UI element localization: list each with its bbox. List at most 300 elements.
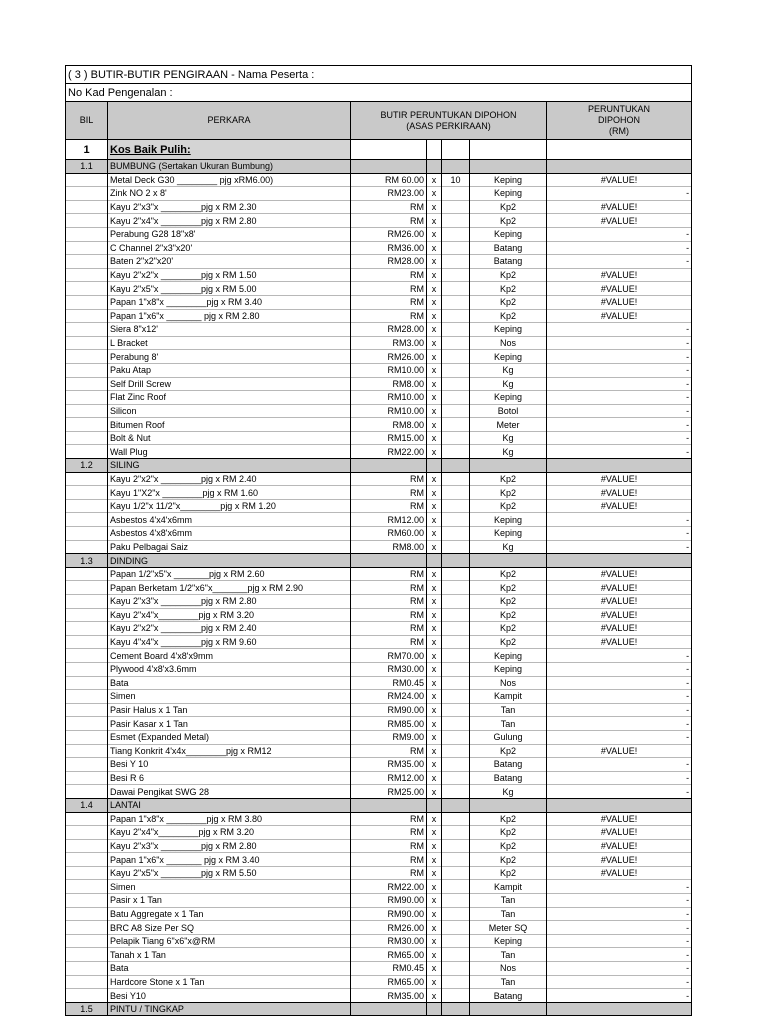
item-multiply: x bbox=[427, 200, 442, 214]
item-label: Kayu 4"x4"x ________pjg x RM 9.60 bbox=[108, 635, 351, 649]
item-label: Besi Y10 bbox=[108, 989, 351, 1003]
item-multiply: x bbox=[427, 499, 442, 513]
item-bil-cell bbox=[66, 921, 108, 935]
item-multiply: x bbox=[427, 350, 442, 364]
item-amount: - bbox=[547, 323, 692, 337]
item-price: RM22.00 bbox=[351, 880, 427, 894]
item-label: Tiang Konkrit 4'x4x________pjg x RM12 bbox=[108, 744, 351, 758]
item-row bbox=[66, 173, 692, 187]
item-price: RM10.00 bbox=[351, 391, 427, 405]
item-amount: #VALUE! bbox=[547, 295, 692, 309]
item-unit: Nos bbox=[470, 336, 547, 350]
item-label: Kayu 1/2"x 11/2"x________pjg x RM 1.20 bbox=[108, 499, 351, 513]
item-unit: Kg bbox=[470, 377, 547, 391]
item-multiply: x bbox=[427, 227, 442, 241]
item-row bbox=[66, 635, 692, 649]
item-bil-cell bbox=[66, 948, 108, 962]
item-quantity[interactable] bbox=[442, 486, 470, 500]
item-price: RM26.00 bbox=[351, 227, 427, 241]
item-amount: #VALUE! bbox=[547, 866, 692, 880]
item-row bbox=[66, 744, 692, 758]
item-price: RM12.00 bbox=[351, 513, 427, 527]
item-multiply: x bbox=[427, 445, 442, 459]
item-bil-cell bbox=[66, 173, 108, 187]
item-unit: Keping bbox=[470, 187, 547, 201]
item-row bbox=[66, 649, 692, 663]
section-header-row bbox=[66, 160, 692, 174]
item-price: RM26.00 bbox=[351, 921, 427, 935]
item-quantity[interactable] bbox=[442, 758, 470, 772]
item-price: RM65.00 bbox=[351, 948, 427, 962]
item-row bbox=[66, 758, 692, 772]
header-perkara: PERKARA bbox=[108, 102, 351, 140]
item-row bbox=[66, 771, 692, 785]
item-bil-cell bbox=[66, 472, 108, 486]
item-row bbox=[66, 595, 692, 609]
item-amount: - bbox=[547, 363, 692, 377]
item-amount: #VALUE! bbox=[547, 812, 692, 826]
item-row bbox=[66, 853, 692, 867]
item-label: Papan 1"x6"x _______ pjg x RM 2.80 bbox=[108, 309, 351, 323]
item-multiply: x bbox=[427, 975, 442, 989]
item-label: Plywood 4'x8'x3.6mm bbox=[108, 662, 351, 676]
item-unit: Kp2 bbox=[470, 567, 547, 581]
item-label: Kayu 2"x4"x ________pjg x RM 2.80 bbox=[108, 214, 351, 228]
item-row bbox=[66, 962, 692, 976]
item-unit: Kp2 bbox=[470, 635, 547, 649]
item-quantity[interactable] bbox=[442, 363, 470, 377]
item-row bbox=[66, 676, 692, 690]
item-price: RM bbox=[351, 608, 427, 622]
item-quantity[interactable] bbox=[442, 377, 470, 391]
item-label: Pasir Kasar x 1 Tan bbox=[108, 717, 351, 731]
item-quantity[interactable] bbox=[442, 309, 470, 323]
item-bil-cell bbox=[66, 703, 108, 717]
item-multiply: x bbox=[427, 173, 442, 187]
item-quantity[interactable] bbox=[442, 200, 470, 214]
item-price: RM30.00 bbox=[351, 934, 427, 948]
section-number: 1.5 bbox=[66, 1002, 108, 1016]
item-label: C Channel 2"x3"x20' bbox=[108, 241, 351, 255]
item-bil-cell bbox=[66, 214, 108, 228]
item-quantity[interactable] bbox=[442, 595, 470, 609]
main-section-label: Kos Baik Pulih: bbox=[108, 140, 351, 160]
item-price: RM8.00 bbox=[351, 418, 427, 432]
item-quantity[interactable] bbox=[442, 608, 470, 622]
item-multiply: x bbox=[427, 717, 442, 731]
item-row bbox=[66, 323, 692, 337]
item-quantity[interactable] bbox=[442, 690, 470, 704]
item-row bbox=[66, 336, 692, 350]
item-amount: #VALUE! bbox=[547, 472, 692, 486]
item-price: RM25.00 bbox=[351, 785, 427, 799]
item-quantity[interactable] bbox=[442, 418, 470, 432]
item-quantity[interactable] bbox=[442, 649, 470, 663]
section-amount-cell bbox=[547, 459, 692, 473]
item-label: Kayu 2"x3"x ________pjg x RM 2.80 bbox=[108, 595, 351, 609]
item-unit: Kp2 bbox=[470, 499, 547, 513]
item-bil-cell bbox=[66, 649, 108, 663]
item-bil-cell bbox=[66, 363, 108, 377]
item-amount: - bbox=[547, 730, 692, 744]
item-unit: Keping bbox=[470, 662, 547, 676]
item-price: RM90.00 bbox=[351, 894, 427, 908]
section-mul-cell bbox=[427, 798, 442, 812]
item-bil-cell bbox=[66, 309, 108, 323]
item-bil-cell bbox=[66, 241, 108, 255]
item-label: Kayu 2"x4"x________pjg x RM 3.20 bbox=[108, 608, 351, 622]
item-quantity[interactable] bbox=[442, 894, 470, 908]
item-price: RM bbox=[351, 853, 427, 867]
item-quantity[interactable] bbox=[442, 853, 470, 867]
item-quantity[interactable] bbox=[442, 785, 470, 799]
section-number: 1.4 bbox=[66, 798, 108, 812]
item-unit: Batang bbox=[470, 255, 547, 269]
item-row bbox=[66, 527, 692, 541]
item-amount: - bbox=[547, 377, 692, 391]
item-amount: - bbox=[547, 187, 692, 201]
item-unit: Batang bbox=[470, 758, 547, 772]
item-label: Kayu 2"x4"x________pjg x RM 3.20 bbox=[108, 826, 351, 840]
section-amount-cell bbox=[547, 1002, 692, 1016]
section-unit-cell bbox=[470, 798, 547, 812]
item-label: Bolt & Nut bbox=[108, 431, 351, 445]
header-row bbox=[66, 102, 692, 140]
item-price: RM8.00 bbox=[351, 377, 427, 391]
item-multiply: x bbox=[427, 948, 442, 962]
item-label: Metal Deck G30 ________ pjg xRM6.00) bbox=[108, 173, 351, 187]
item-multiply: x bbox=[427, 622, 442, 636]
item-row bbox=[66, 581, 692, 595]
item-quantity[interactable] bbox=[442, 187, 470, 201]
item-quantity[interactable] bbox=[442, 350, 470, 364]
item-price: RM bbox=[351, 866, 427, 880]
form-title-row bbox=[66, 66, 692, 84]
item-multiply: x bbox=[427, 214, 442, 228]
item-amount: - bbox=[547, 690, 692, 704]
section-price-cell bbox=[351, 160, 427, 174]
item-label: Tanah x 1 Tan bbox=[108, 948, 351, 962]
item-quantity[interactable] bbox=[442, 445, 470, 459]
item-row bbox=[66, 894, 692, 908]
item-multiply: x bbox=[427, 391, 442, 405]
item-label: Kayu 2"x2"x ________pjg x RM 1.50 bbox=[108, 268, 351, 282]
item-price: RM28.00 bbox=[351, 323, 427, 337]
item-quantity[interactable] bbox=[442, 812, 470, 826]
section-price-cell bbox=[351, 554, 427, 568]
item-price: RM8.00 bbox=[351, 540, 427, 554]
item-amount: #VALUE! bbox=[547, 200, 692, 214]
item-amount: #VALUE! bbox=[547, 282, 692, 296]
item-amount: - bbox=[547, 717, 692, 731]
item-quantity[interactable] bbox=[442, 866, 470, 880]
item-quantity[interactable] bbox=[442, 323, 470, 337]
item-quantity[interactable] bbox=[442, 771, 470, 785]
item-quantity[interactable] bbox=[442, 962, 470, 976]
item-price: RM0.45 bbox=[351, 676, 427, 690]
item-amount: - bbox=[547, 445, 692, 459]
item-row bbox=[66, 880, 692, 894]
item-multiply: x bbox=[427, 472, 442, 486]
item-multiply: x bbox=[427, 730, 442, 744]
item-row bbox=[66, 975, 692, 989]
item-quantity[interactable] bbox=[442, 540, 470, 554]
item-price: RM36.00 bbox=[351, 241, 427, 255]
item-bil-cell bbox=[66, 676, 108, 690]
item-quantity[interactable] bbox=[442, 730, 470, 744]
item-bil-cell bbox=[66, 187, 108, 201]
item-quantity[interactable] bbox=[442, 907, 470, 921]
item-row bbox=[66, 391, 692, 405]
item-amount: - bbox=[547, 989, 692, 1003]
item-bil-cell bbox=[66, 486, 108, 500]
item-price: RM bbox=[351, 282, 427, 296]
item-label: Paku Atap bbox=[108, 363, 351, 377]
item-unit: Batang bbox=[470, 771, 547, 785]
item-label: Simen bbox=[108, 690, 351, 704]
item-amount: #VALUE! bbox=[547, 268, 692, 282]
item-bil-cell bbox=[66, 839, 108, 853]
item-unit: Keping bbox=[470, 527, 547, 541]
item-quantity[interactable] bbox=[442, 295, 470, 309]
item-bil-cell bbox=[66, 608, 108, 622]
item-price: RM bbox=[351, 472, 427, 486]
item-price: RM bbox=[351, 744, 427, 758]
item-label: Pelapik Tiang 6"x6"x@RM bbox=[108, 934, 351, 948]
item-label: Asbestos 4'x8'x6mm bbox=[108, 527, 351, 541]
section-label: BUMBUNG (Sertakan Ukuran Bumbung) bbox=[108, 160, 351, 174]
item-label: L Bracket bbox=[108, 336, 351, 350]
item-quantity[interactable] bbox=[442, 513, 470, 527]
item-quantity[interactable] bbox=[442, 975, 470, 989]
item-quantity[interactable] bbox=[442, 404, 470, 418]
main-mul-cell bbox=[427, 140, 442, 160]
item-quantity[interactable] bbox=[442, 227, 470, 241]
item-price: RM70.00 bbox=[351, 649, 427, 663]
main-section-number: 1 bbox=[66, 140, 108, 160]
item-row bbox=[66, 921, 692, 935]
item-quantity[interactable] bbox=[442, 622, 470, 636]
item-amount: - bbox=[547, 703, 692, 717]
item-label: Papan 1/2"x5"x _______pjg x RM 2.60 bbox=[108, 567, 351, 581]
item-label: Pasir x 1 Tan bbox=[108, 894, 351, 908]
item-amount: - bbox=[547, 962, 692, 976]
item-label: Baten 2"x2"x20' bbox=[108, 255, 351, 269]
item-unit: Kg bbox=[470, 785, 547, 799]
item-multiply: x bbox=[427, 187, 442, 201]
section-label: SILING bbox=[108, 459, 351, 473]
item-price: RM bbox=[351, 214, 427, 228]
item-quantity[interactable] bbox=[442, 214, 470, 228]
section-amount-cell bbox=[547, 798, 692, 812]
item-row bbox=[66, 200, 692, 214]
item-amount: - bbox=[547, 350, 692, 364]
main-qty-cell bbox=[442, 140, 470, 160]
section-label: LANTAI bbox=[108, 798, 351, 812]
item-multiply: x bbox=[427, 241, 442, 255]
item-label: Papan 1"x8"x ________pjg x RM 3.40 bbox=[108, 295, 351, 309]
item-quantity[interactable] bbox=[442, 676, 470, 690]
item-label: Bata bbox=[108, 962, 351, 976]
item-row bbox=[66, 377, 692, 391]
item-row bbox=[66, 187, 692, 201]
item-label: Kayu 2"x3"x ________pjg x RM 2.80 bbox=[108, 839, 351, 853]
item-price: RM90.00 bbox=[351, 907, 427, 921]
header-butir bbox=[351, 102, 547, 140]
section-header-row bbox=[66, 1002, 692, 1016]
main-amount-cell bbox=[547, 140, 692, 160]
item-multiply: x bbox=[427, 921, 442, 935]
item-row bbox=[66, 934, 692, 948]
item-label: Papan 1"x6"x _______ pjg x RM 3.40 bbox=[108, 853, 351, 867]
item-unit: Kp2 bbox=[470, 309, 547, 323]
item-label: Hardcore Stone x 1 Tan bbox=[108, 975, 351, 989]
item-multiply: x bbox=[427, 282, 442, 296]
header-butir-text: BUTIR PERUNTUKAN DIPOHON (ASAS PERKIRAAN) bbox=[380, 109, 517, 131]
item-label: Cement Board 4'x8'x9mm bbox=[108, 649, 351, 663]
item-quantity[interactable] bbox=[442, 581, 470, 595]
item-quantity[interactable] bbox=[442, 826, 470, 840]
item-quantity[interactable]: 10 bbox=[442, 173, 470, 187]
item-amount: #VALUE! bbox=[547, 826, 692, 840]
section-header-row bbox=[66, 459, 692, 473]
item-amount: - bbox=[547, 894, 692, 908]
item-unit: Nos bbox=[470, 962, 547, 976]
item-row bbox=[66, 309, 692, 323]
item-quantity[interactable] bbox=[442, 717, 470, 731]
item-multiply: x bbox=[427, 962, 442, 976]
item-amount: #VALUE! bbox=[547, 173, 692, 187]
item-quantity[interactable] bbox=[442, 662, 470, 676]
item-unit: Batang bbox=[470, 989, 547, 1003]
id-row bbox=[66, 84, 692, 102]
item-amount: - bbox=[547, 255, 692, 269]
item-multiply: x bbox=[427, 323, 442, 337]
item-amount: - bbox=[547, 336, 692, 350]
item-bil-cell bbox=[66, 527, 108, 541]
item-quantity[interactable] bbox=[442, 989, 470, 1003]
item-amount: #VALUE! bbox=[547, 486, 692, 500]
item-multiply: x bbox=[427, 404, 442, 418]
section-price-cell bbox=[351, 798, 427, 812]
form-title: ( 3 ) BUTIR-BUTIR PENGIRAAN - Nama Peserta : bbox=[66, 66, 692, 84]
calculation-table bbox=[65, 65, 692, 1016]
item-quantity[interactable] bbox=[442, 255, 470, 269]
item-bil-cell bbox=[66, 581, 108, 595]
item-quantity[interactable] bbox=[442, 472, 470, 486]
item-price: RM12.00 bbox=[351, 771, 427, 785]
item-row bbox=[66, 866, 692, 880]
item-quantity[interactable] bbox=[442, 499, 470, 513]
main-unit-cell bbox=[470, 140, 547, 160]
item-quantity[interactable] bbox=[442, 391, 470, 405]
item-quantity[interactable] bbox=[442, 839, 470, 853]
item-bil-cell bbox=[66, 662, 108, 676]
item-quantity[interactable] bbox=[442, 934, 470, 948]
item-unit: Kp2 bbox=[470, 214, 547, 228]
item-bil-cell bbox=[66, 866, 108, 880]
item-price: RM bbox=[351, 839, 427, 853]
item-price: RM bbox=[351, 200, 427, 214]
item-amount: #VALUE! bbox=[547, 853, 692, 867]
item-row bbox=[66, 622, 692, 636]
item-quantity[interactable] bbox=[442, 703, 470, 717]
item-bil-cell bbox=[66, 758, 108, 772]
item-amount: - bbox=[547, 880, 692, 894]
item-bil-cell bbox=[66, 350, 108, 364]
item-quantity[interactable] bbox=[442, 948, 470, 962]
item-amount: - bbox=[547, 513, 692, 527]
item-unit: Kampit bbox=[470, 690, 547, 704]
item-amount: - bbox=[547, 975, 692, 989]
item-quantity[interactable] bbox=[442, 241, 470, 255]
item-quantity[interactable] bbox=[442, 880, 470, 894]
item-price: RM35.00 bbox=[351, 758, 427, 772]
item-bil-cell bbox=[66, 771, 108, 785]
item-quantity[interactable] bbox=[442, 336, 470, 350]
item-bil-cell bbox=[66, 445, 108, 459]
item-row bbox=[66, 431, 692, 445]
item-label: Bata bbox=[108, 676, 351, 690]
item-quantity[interactable] bbox=[442, 921, 470, 935]
item-bil-cell bbox=[66, 431, 108, 445]
item-quantity[interactable] bbox=[442, 635, 470, 649]
item-quantity[interactable] bbox=[442, 268, 470, 282]
item-bil-cell bbox=[66, 690, 108, 704]
item-label: Perabung 8' bbox=[108, 350, 351, 364]
item-amount: #VALUE! bbox=[547, 622, 692, 636]
item-quantity[interactable] bbox=[442, 744, 470, 758]
item-amount: #VALUE! bbox=[547, 635, 692, 649]
item-amount: - bbox=[547, 649, 692, 663]
item-multiply: x bbox=[427, 377, 442, 391]
section-unit-cell bbox=[470, 459, 547, 473]
item-bil-cell bbox=[66, 295, 108, 309]
id-label: No Kad Pengenalan : bbox=[66, 84, 692, 102]
item-price: RM9.00 bbox=[351, 730, 427, 744]
item-row bbox=[66, 540, 692, 554]
section-unit-cell bbox=[470, 554, 547, 568]
item-unit: Meter SQ bbox=[470, 921, 547, 935]
item-quantity[interactable] bbox=[442, 431, 470, 445]
section-header-row bbox=[66, 554, 692, 568]
item-unit: Tan bbox=[470, 894, 547, 908]
section-label: PINTU / TINGKAP bbox=[108, 1002, 351, 1016]
item-quantity[interactable] bbox=[442, 567, 470, 581]
item-bil-cell bbox=[66, 540, 108, 554]
item-price: RM bbox=[351, 499, 427, 513]
item-label: Paku Pelbagai Saiz bbox=[108, 540, 351, 554]
item-label: Perabung G28 18"x8' bbox=[108, 227, 351, 241]
item-multiply: x bbox=[427, 662, 442, 676]
item-price: RM bbox=[351, 826, 427, 840]
item-quantity[interactable] bbox=[442, 282, 470, 296]
item-price: RM bbox=[351, 581, 427, 595]
item-amount: - bbox=[547, 934, 692, 948]
item-quantity[interactable] bbox=[442, 527, 470, 541]
item-row bbox=[66, 295, 692, 309]
item-multiply: x bbox=[427, 880, 442, 894]
item-label: Silicon bbox=[108, 404, 351, 418]
item-price: RM bbox=[351, 595, 427, 609]
main-section-row bbox=[66, 140, 692, 160]
section-unit-cell bbox=[470, 1002, 547, 1016]
header-bil: BIL bbox=[66, 102, 108, 140]
item-label: Kayu 2"x3"x ________pjg x RM 2.30 bbox=[108, 200, 351, 214]
item-row bbox=[66, 826, 692, 840]
item-amount: - bbox=[547, 907, 692, 921]
item-label: Dawai Pengikat SWG 28 bbox=[108, 785, 351, 799]
